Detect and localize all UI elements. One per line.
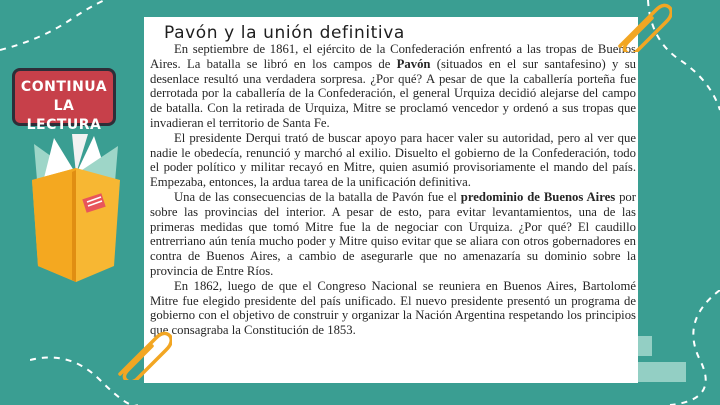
paragraph — [150, 131, 636, 190]
dashed-curve-top-left — [0, 0, 120, 60]
text-segment: El presidente Derqui trató de buscar apoyo para hacer valer su autoridad, pero al ver que nadie le obedecía, renunció y marchó al exilio. Disuelto el gobierno de la Confederación, todo el poder político y militar recayó en Mitre, quien asumió provisoriamente el mando del país. Empezaba, entonces, la ardua tarea de la unificación definitiva. — [150, 130, 636, 190]
paragraph — [150, 190, 636, 279]
text-segment: En 1862, luego de que el Congreso Nacional se reuniera en Buenos Aires, Bartolomé Mitre fue elegido presidente del país unificado. El nuevo presidente presentó un programa de gobierno con el objetivo de construir y organizar la Nación Argentina respetando los principios que consagraba la Constitución de 1853. — [150, 278, 636, 338]
badge-line-2: LA LECTURA — [26, 98, 102, 133]
paragraph — [150, 279, 636, 338]
text-segment: (situados en el sur santafesino) y su desenlace resultó una verdadera sorpresa. ¿Por qué? A pesar de que la caballería porteña fue derrotada por la caballería de la Confederación, el general Urquiza decidió alejarse del campo de batalla. Con la retirada de Urquiza, Mitre se proclamó vencedor y ordenó a sus tropas que invadieran el territorio de Santa Fe. — [150, 56, 636, 130]
paperclip-icon — [612, 2, 672, 52]
text-segment: Una de las consecuencias de la batalla de Pavón fue el — [174, 189, 461, 204]
dashed-curve-bottom-right — [640, 290, 720, 405]
bold-term: Pavón — [396, 56, 431, 71]
page-title: Pavón y la unión definitiva — [164, 23, 405, 43]
textbook-page — [144, 17, 638, 383]
badge-line-1: CONTINUA — [20, 79, 108, 95]
text-segment: En septiembre de 1861, el ejército de la Confederación enfrentó a las tropas de Buenos Aires. La batalla se libró en los campos de — [150, 42, 636, 71]
text-segment: por sobre las provincias del interior. A pesar de esto, para evitar levantamientos, una de las primeras medidas que tomó Mitre fue la de negociar con Urquiza. ¿Por qué? El caudillo entrerriano aún tenía mucho poder y Mitre quiso evitar que se aliara con otros gobernadores en contra de Buenos Aires, a cambio de asegurarle que no amenazaría su dominio sobre la provincia de Entre Ríos. — [150, 189, 636, 278]
page-body — [150, 42, 636, 338]
open-book-icon — [14, 134, 139, 284]
bold-term: predominio de Buenos Aires — [460, 189, 616, 204]
paragraph — [150, 42, 636, 131]
continua-la-lectura-badge — [12, 68, 116, 133]
paperclip-icon — [112, 330, 172, 380]
